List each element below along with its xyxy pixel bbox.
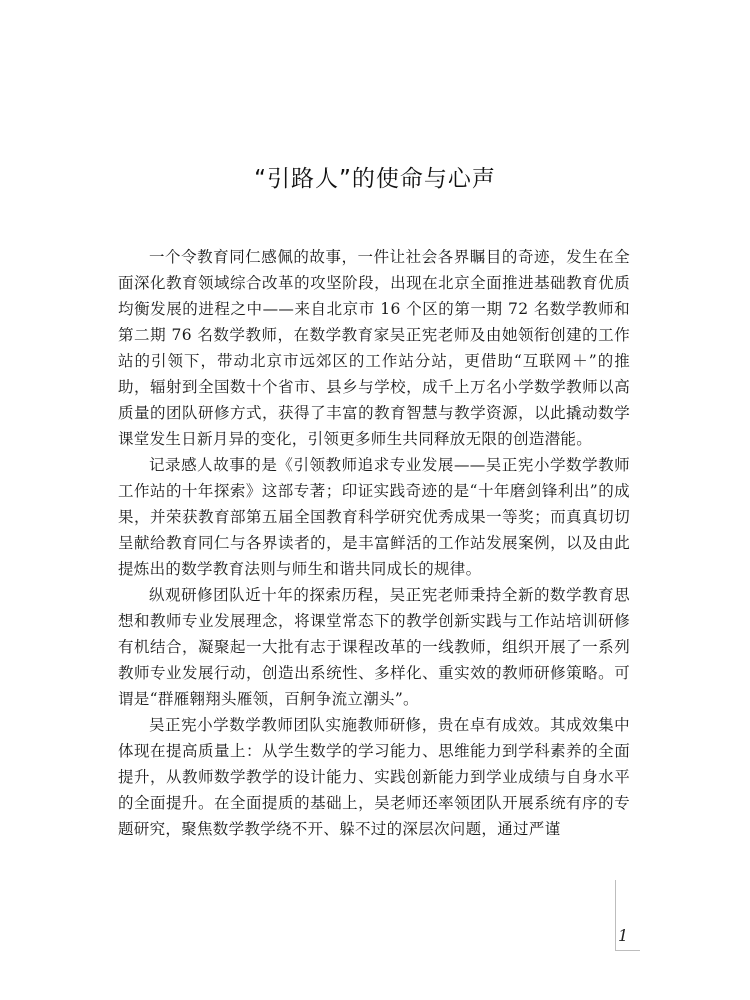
body-text [118, 244, 630, 842]
paragraph-1: 一个令教育同仁感佩的故事，一件让社会各界瞩目的奇迹，发生在全面深化教育领域综合改革的攻坚阶段，出现在北京全面推进基础教育优质均衡发展的进程之中——来自北京市 16 个区的第一期 72 名数学教师和第二期 76 名数学教师，在数学教育家吴正宪老师及由她领衔创建的工作站的引领下，带动北京市远郊区的工作站分站，更借助“互联网＋”的推助，辐射到全国数十个省市、县乡与学校，成千上万名小学数学教师以高质量的团队研修方式，获得了丰富的教育智慧与教学资源，以此撬动数学课堂发生日新月异的变化，引领更多师生共同释放无限的创造潜能。 [118, 248, 630, 448]
paragraph-4: 吴正宪小学数学教师团队实施教师研修，贵在卓有成效。其成效集中体现在提高质量上：从学生数学的学习能力、思维能力到学科素养的全面提升，从教师数学教学的设计能力、实践创新能力到学业成绩与自身水平的全面提升。在全面提质的基础上，吴老师还率领团队开展系统有序的专题研究，聚焦数学教学绕不开、躲不过的深层次问题，通过严谨 [118, 716, 630, 838]
paragraph-2: 记录感人故事的是《引领教师追求专业发展——吴正宪小学数学教师工作站的十年探索》这部专著；印证实践奇迹的是“十年磨剑锋利出”的成果，并荣获教育部第五届全国教育科学研究优秀成果一等奖；而真真切切呈献给教育同仁与各界读者的，是丰富鲜活的工作站发展案例，以及由此提炼出的数学教育法则与师生和谐共同成长的规律。 [118, 456, 630, 578]
page-number: 1 [618, 926, 629, 945]
paragraph-3: 纵观研修团队近十年的探索历程，吴正宪老师秉持全新的数学教育思想和教师专业发展理念，将课堂常态下的教学创新实践与工作站培训研修有机结合，凝聚起一大批有志于课程改革的一线教师，组织开展了一系列教师专业发展行动，创造出系统性、多样化、重实效的教师研修策略。可谓是“群雁翱翔头雁领，百舸争流立潮头”。 [118, 586, 630, 708]
page-title: “引路人”的使命与心声 [254, 166, 496, 192]
